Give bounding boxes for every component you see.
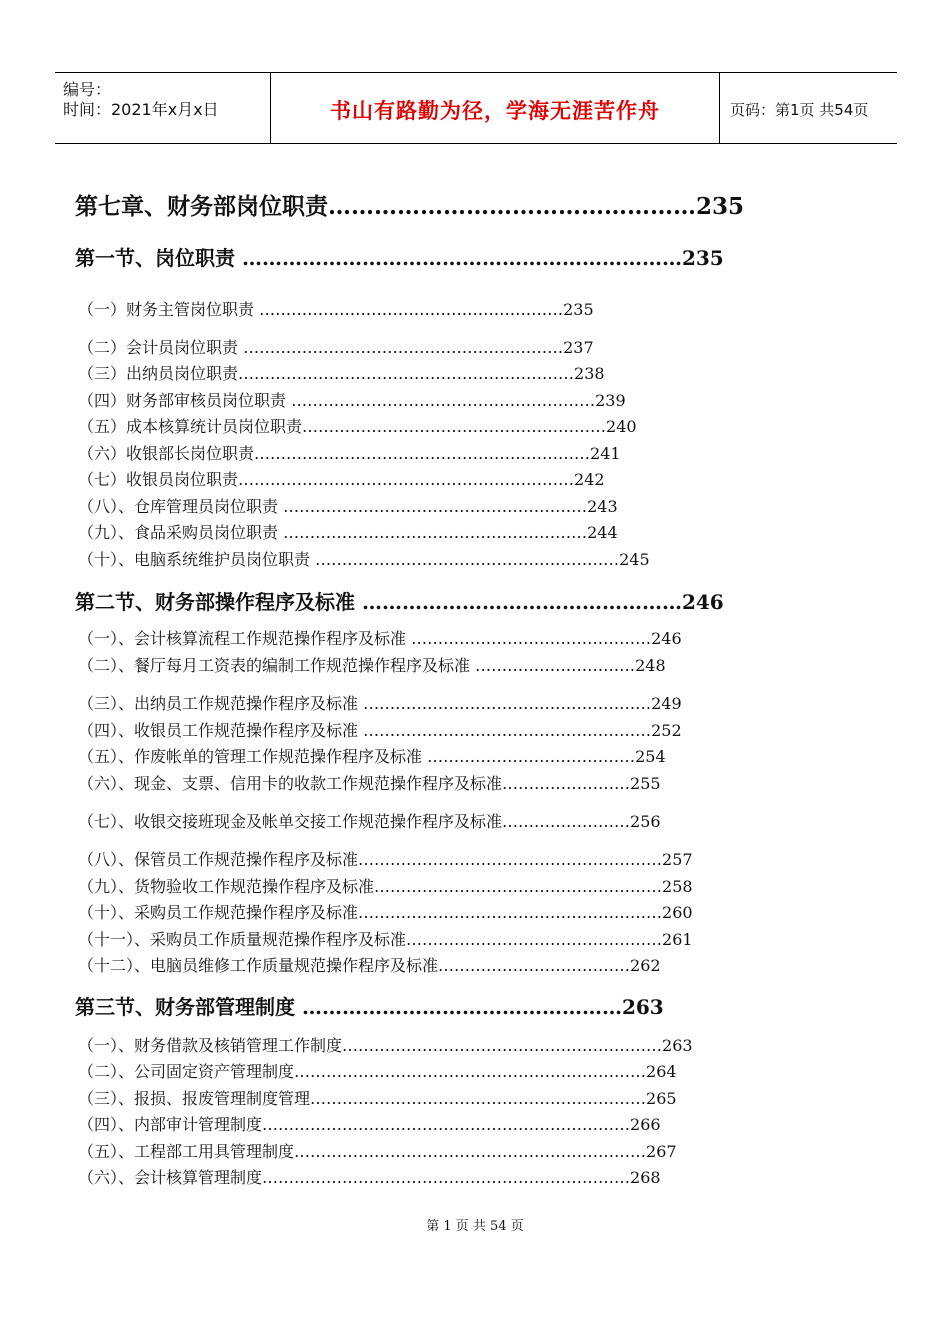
toc-leader-dots: ………………………………………… [406,930,663,949]
toc-page-number: 258 [662,877,693,896]
toc-entry [78,467,605,490]
toc-entry-title: （七）、收银交接班现金及帐单交接工作规范操作程序及标准 [78,812,503,831]
toc-page-number: 246 [651,629,682,648]
toc-section-title: 第二节、财务部操作程序及标准 [75,590,362,614]
toc-page-number: 264 [646,1062,677,1081]
toc-page-number: 240 [606,417,637,436]
toc-entry [78,335,594,358]
toc-entry-title: （十）、采购员工作规范操作程序及标准 [78,903,359,922]
toc-leader-dots: ………………………………………………………… [241,246,682,270]
toc-entry-title: （二）会计员岗位职责 [78,338,244,357]
toc-leader-dots: ……………………………………………… [363,694,652,713]
toc-entry [78,744,666,767]
toc-page-number: 252 [651,721,682,740]
toc-entry-title: （三）出纳员岗位职责 [78,364,239,383]
toc-entry-title: （九）、食品采购员岗位职责 [78,523,284,542]
toc-entry [78,1033,693,1056]
toc-page-number: 249 [651,694,682,713]
toc-entry [78,927,693,950]
toc-leader-dots: ………………………………… [427,747,636,766]
toc-page-number: 257 [662,850,693,869]
toc-page-number: 261 [662,930,693,949]
toc-leader-dots: …………………………………………………………… [262,1168,631,1187]
toc-page-number: 265 [646,1089,677,1108]
toc-page-number: 267 [646,1142,677,1161]
toc-entry-title: （二）、公司固定资产管理制度 [78,1062,295,1081]
toc-entry-title: （十）、电脑系统维护员岗位职责 [78,550,316,569]
toc-page-number: 239 [595,391,626,410]
toc-entry [78,520,618,543]
toc-leader-dots: ………………………………………………… [315,550,620,569]
toc-leader-dots: ……………………………………… [411,629,652,648]
toc-section-heading [75,991,664,1020]
toc-leader-dots: ………………………………………… [301,995,622,1019]
toc-leader-dots: ……………………………………………………… [238,364,575,383]
toc-leader-dots: ………………………………………… [328,193,696,220]
toc-entry [78,494,618,517]
toc-page-number: 255 [630,774,661,793]
toc-entry-title: （十一）、采购员工作质量规范操作程序及标准 [78,930,407,949]
toc-entry [78,361,605,384]
toc-leader-dots: ………………………………………… [361,590,682,614]
toc-entry-title: （五）、作废帐单的管理工作规范操作程序及标准 [78,747,428,766]
toc-entry [78,1165,661,1188]
toc-section-title: 第一节、岗位职责 [75,246,242,270]
toc-entry-title: （三）、出纳员工作规范操作程序及标准 [78,694,364,713]
toc-entry-title: （五）成本核算统计员岗位职责 [78,417,303,436]
toc-page-number: 248 [635,656,666,675]
toc-entry [78,718,682,741]
toc-entry [78,874,693,897]
toc-leader-dots: …………………………………………………… [243,338,564,357]
toc-entry-title: （一）、会计核算流程工作规范操作程序及标准 [78,629,412,648]
toc-page-number: 263 [662,1036,693,1055]
toc-entry [78,1086,677,1109]
toc-leader-dots: ………………………………………………… [302,417,607,436]
header-motto: 书山有路勤为径，学海无涯苦作舟 [330,98,660,123]
toc-leader-dots: …………………………………………………… [342,1036,663,1055]
header-page-info: 页码：第1页 共54页 [730,101,869,119]
document-number-label: 编号： [63,80,112,99]
toc-leader-dots: ………………………………………………… [358,850,663,869]
toc-entry-title: （二）、餐厅每月工资表的编制工作规范操作程序及标准 [78,656,476,675]
toc-entry [78,1139,677,1162]
toc-page-number: 237 [563,338,594,357]
toc-page-number: 263 [621,995,664,1019]
toc-leader-dots: ………………………………………………… [283,523,588,542]
toc-page-number: 246 [681,590,724,614]
toc-chapter-title: 第七章、财务部岗位职责 [75,193,328,220]
page-footer: 第 1 页 共 54 页 [426,1219,524,1234]
toc-entry [78,1112,661,1135]
toc-page-number: 244 [587,523,618,542]
toc-entry-title: （七）收银员岗位职责 [78,470,239,489]
toc-chapter-heading [75,188,744,221]
toc-page-number: 241 [590,444,621,463]
toc-entry [78,953,661,976]
toc-leader-dots: ……………………………………………………… [310,1089,647,1108]
toc-leader-dots: ………………………………………………………… [294,1142,647,1161]
toc-entry-title: （八）、仓库管理员岗位职责 [78,497,284,516]
toc-page-number: 235 [563,300,594,319]
toc-page-number: 262 [630,956,661,975]
toc-page-number: 242 [574,470,605,489]
toc-leader-dots: ………………………………………………… [259,300,564,319]
toc-entry [78,388,626,411]
toc-page-number: 260 [662,903,693,922]
toc-leader-dots: ……………………………………………… [363,721,652,740]
toc-page-number: 254 [635,747,666,766]
toc-section-heading [75,586,724,615]
toc-entry [78,691,682,714]
toc-leader-dots: ………………………………………………………… [294,1062,647,1081]
toc-entry [78,414,637,437]
toc-entry-title: （一）财务主管岗位职责 [78,300,260,319]
toc-leader-dots: ……………………………………………… [374,877,663,896]
toc-leader-dots: ………………………………………………… [283,497,588,516]
toc-entry [78,626,682,649]
toc-entry [78,547,650,570]
toc-section-heading [75,242,724,271]
toc-page-number: 245 [619,550,650,569]
toc-entry-title: （十二）、电脑员维修工作质量规范操作程序及标准 [78,956,439,975]
toc-leader-dots: ………………………………………………… [358,903,663,922]
toc-page-number: 243 [587,497,618,516]
toc-page-number: 238 [574,364,605,383]
toc-leader-dots: …………………… [502,774,631,793]
toc-page-number: 256 [630,812,661,831]
toc-entry [78,441,621,464]
toc-leader-dots: ……………………………………………………… [238,470,575,489]
toc-page-number: 235 [681,246,724,270]
toc-entry-title: （一）、财务借款及核销管理工作制度 [78,1036,343,1055]
toc-entry-title: （四）财务部审核员岗位职责 [78,391,292,410]
toc-page-number: 266 [630,1115,661,1134]
toc-entry [78,847,693,870]
toc-entry [78,297,594,320]
toc-entry-title: （五）、工程部工用具管理制度 [78,1142,295,1161]
toc-entry [78,809,661,832]
toc-leader-dots: …………………… [502,812,631,831]
toc-entry-title: （八）、保管员工作规范操作程序及标准 [78,850,359,869]
toc-page-number: 235 [696,193,745,220]
toc-section-title: 第三节、财务部管理制度 [75,995,302,1019]
toc-entry-title: （四）、收银员工作规范操作程序及标准 [78,721,364,740]
document-time-label: 时间：2021年x月x日 [63,100,219,119]
toc-entry-title: （三）、报损、报废管理制度管理 [78,1089,311,1108]
toc-leader-dots: ……………………………… [438,956,631,975]
toc-entry [78,1059,677,1082]
toc-leader-dots: ………………………………………………… [291,391,596,410]
toc-leader-dots: …………………………………………………………… [262,1115,631,1134]
toc-leader-dots: ……………………………………………………… [254,444,591,463]
toc-entry-title: （六）、会计核算管理制度 [78,1168,263,1187]
toc-entry-title: （六）收银部长岗位职责 [78,444,255,463]
toc-entry-title: （九）、货物验收工作规范操作程序及标准 [78,877,375,896]
toc-leader-dots: ………………………… [475,656,636,675]
toc-entry [78,900,693,923]
toc-entry-title: （四）、内部审计管理制度 [78,1115,263,1134]
toc-page-number: 268 [630,1168,661,1187]
toc-entry [78,771,661,794]
toc-entry-title: （六）、现金、支票、信用卡的收款工作规范操作程序及标准 [78,774,503,793]
toc-entry [78,653,666,676]
